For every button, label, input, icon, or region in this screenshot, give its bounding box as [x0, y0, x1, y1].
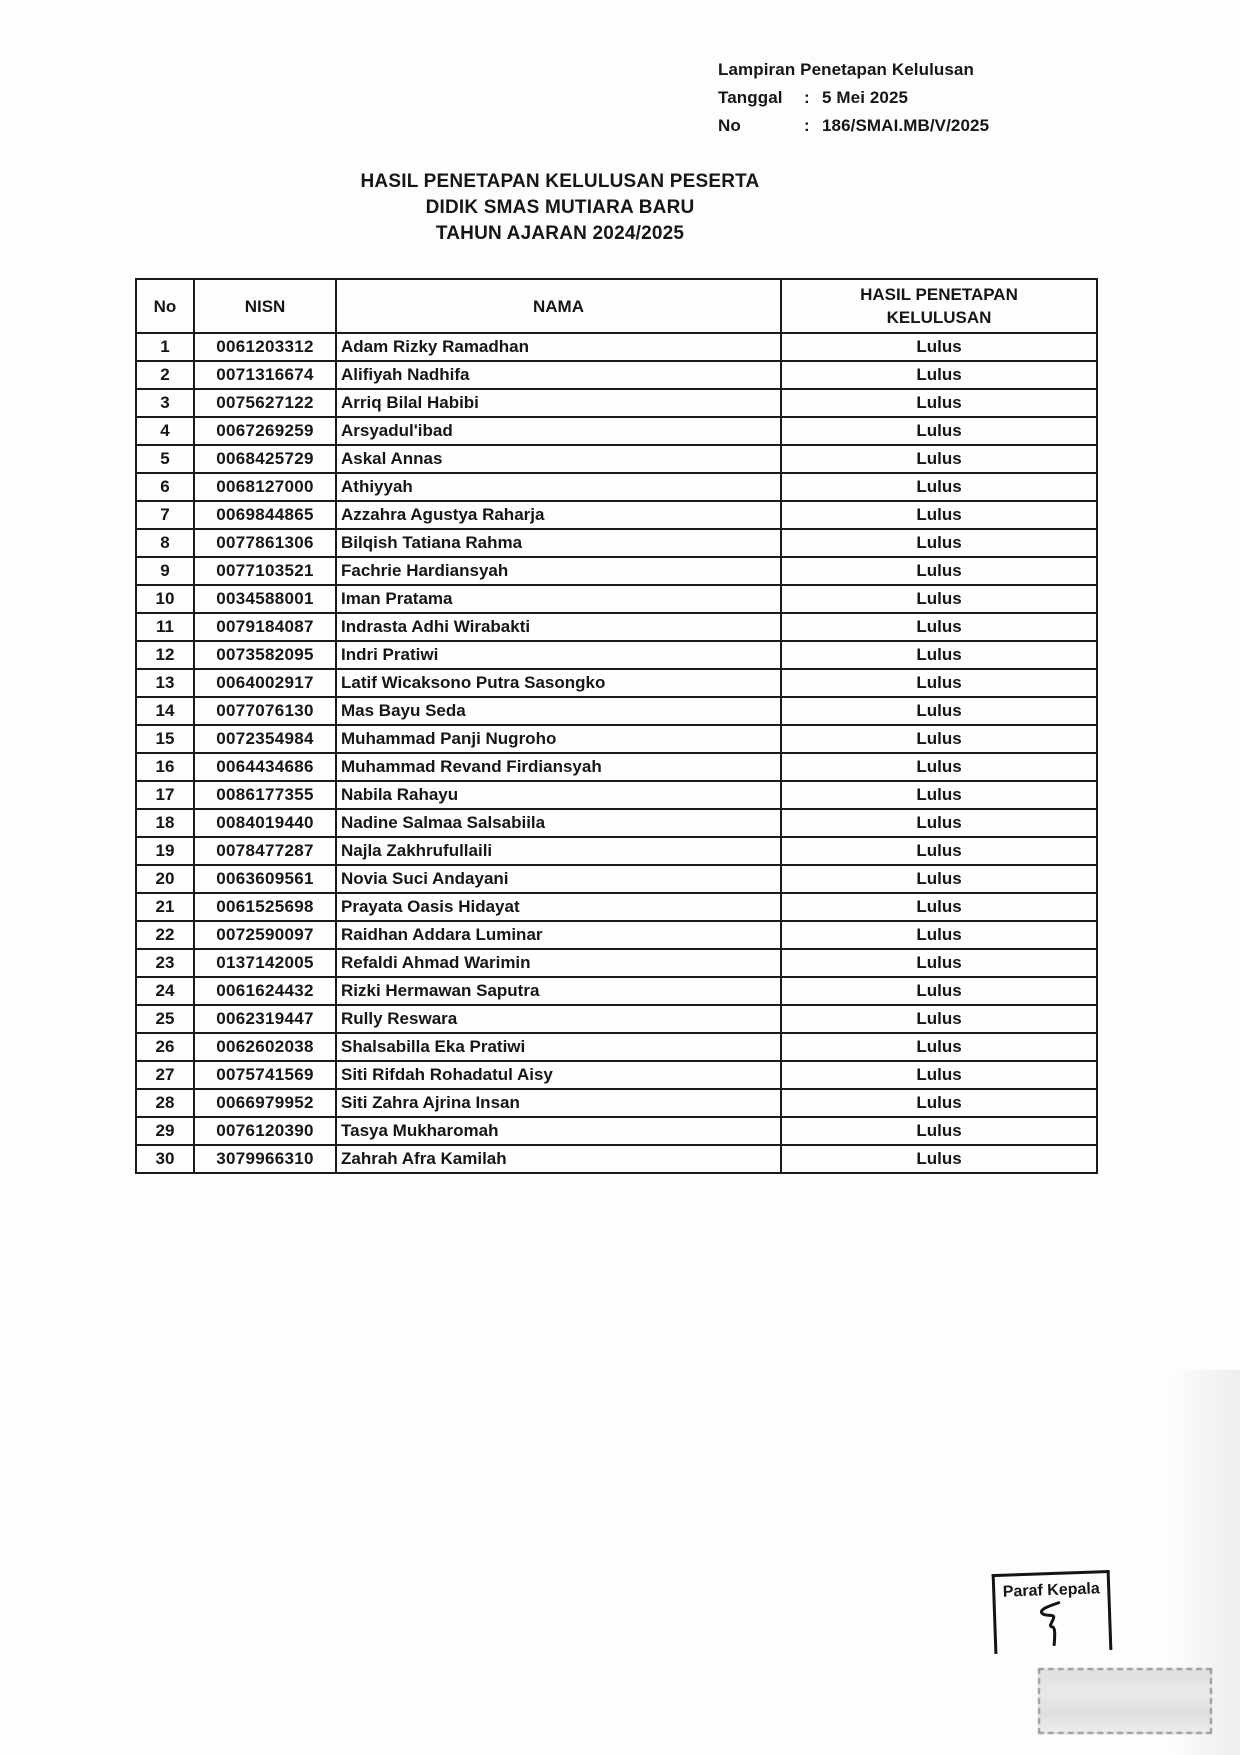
table-row [136, 613, 1097, 641]
cell-no: 7 [136, 501, 194, 529]
cell-no: 9 [136, 557, 194, 585]
cell-no: 12 [136, 641, 194, 669]
cell-nisn: 0061203312 [194, 333, 336, 361]
number-label: No [718, 116, 741, 135]
table-row [136, 389, 1097, 417]
cell-nisn: 0066979952 [194, 1089, 336, 1117]
cell-hasil: Lulus [781, 669, 1097, 697]
cell-nama: Muhammad Panji Nugroho [336, 725, 781, 753]
cell-nama: Latif Wicaksono Putra Sasongko [336, 669, 781, 697]
title-line-1: HASIL PENETAPAN KELULUSAN PESERTA [360, 171, 760, 192]
cell-no: 14 [136, 697, 194, 725]
header-nama: NAMA [336, 279, 781, 333]
cell-nisn: 0034588001 [194, 585, 336, 613]
cell-hasil: Lulus [781, 641, 1097, 669]
cell-nama: Novia Suci Andayani [336, 865, 781, 893]
cell-hasil: Lulus [781, 949, 1097, 977]
cell-nama: Siti Zahra Ajrina Insan [336, 1089, 781, 1117]
cell-no: 18 [136, 809, 194, 837]
cell-hasil: Lulus [781, 1117, 1097, 1145]
cell-nama: Arsyadul'ibad [336, 417, 781, 445]
table-row [136, 641, 1097, 669]
table-row [136, 809, 1097, 837]
cell-no: 4 [136, 417, 194, 445]
cell-hasil: Lulus [781, 893, 1097, 921]
cell-nisn: 0063609561 [194, 865, 336, 893]
cell-hasil: Lulus [781, 557, 1097, 585]
cell-hasil: Lulus [781, 473, 1097, 501]
cell-nama: Zahrah Afra Kamilah [336, 1145, 781, 1173]
redacted-stamp-area [1038, 1668, 1212, 1734]
cell-no: 6 [136, 473, 194, 501]
cell-no: 25 [136, 1005, 194, 1033]
table-row [136, 445, 1097, 473]
cell-nisn: 0073582095 [194, 641, 336, 669]
table-row [136, 417, 1097, 445]
title-line-3: TAHUN AJARAN 2024/2025 [435, 223, 685, 244]
cell-no: 16 [136, 753, 194, 781]
cell-hasil: Lulus [781, 1061, 1097, 1089]
cell-nisn: 0072590097 [194, 921, 336, 949]
cell-nisn: 0075627122 [194, 389, 336, 417]
table-row [136, 1117, 1097, 1145]
letter-meta-block [718, 56, 989, 140]
table-row [136, 753, 1097, 781]
cell-hasil: Lulus [781, 361, 1097, 389]
cell-nisn: 0137142005 [194, 949, 336, 977]
cell-no: 29 [136, 1117, 194, 1145]
cell-nama: Arriq Bilal Habibi [336, 389, 781, 417]
cell-no: 23 [136, 949, 194, 977]
table-row [136, 977, 1097, 1005]
cell-nisn: 0061525698 [194, 893, 336, 921]
cell-nisn: 0068425729 [194, 445, 336, 473]
cell-hasil: Lulus [781, 865, 1097, 893]
table-row [136, 585, 1097, 613]
kelulusan-table [135, 278, 1098, 1174]
number-line [718, 112, 989, 140]
tanggal-label: Tanggal [718, 88, 783, 107]
cell-hasil: Lulus [781, 417, 1097, 445]
cell-nama: Tasya Mukharomah [336, 1117, 781, 1145]
cell-nisn: 0064434686 [194, 753, 336, 781]
lampiran-line: Lampiran Penetapan Kelulusan [718, 60, 974, 79]
table-body [136, 333, 1097, 1173]
cell-no: 20 [136, 865, 194, 893]
table-row [136, 837, 1097, 865]
cell-nama: Mas Bayu Seda [336, 697, 781, 725]
cell-nama: Azzahra Agustya Raharja [336, 501, 781, 529]
cell-nisn: 0071316674 [194, 361, 336, 389]
cell-nisn: 0069844865 [194, 501, 336, 529]
table-row [136, 921, 1097, 949]
cell-nama: Muhammad Revand Firdiansyah [336, 753, 781, 781]
table-row [136, 1089, 1097, 1117]
paraf-kepala-box [992, 1570, 1113, 1654]
header-no: No [136, 279, 194, 333]
cell-nisn: 0072354984 [194, 725, 336, 753]
cell-hasil: Lulus [781, 809, 1097, 837]
cell-no: 1 [136, 333, 194, 361]
table-row [136, 949, 1097, 977]
cell-nisn: 0062319447 [194, 1005, 336, 1033]
title-line-2: DIDIK SMAS MUTIARA BARU [425, 197, 695, 218]
cell-nama: Prayata Oasis Hidayat [336, 893, 781, 921]
cell-nama: Nabila Rahayu [336, 781, 781, 809]
number-colon: : [804, 116, 810, 135]
cell-no: 22 [136, 921, 194, 949]
cell-nama: Iman Pratama [336, 585, 781, 613]
cell-no: 5 [136, 445, 194, 473]
cell-nisn: 0076120390 [194, 1117, 336, 1145]
cell-hasil: Lulus [781, 389, 1097, 417]
cell-hasil: Lulus [781, 697, 1097, 725]
tanggal-colon: : [804, 88, 810, 107]
cell-hasil: Lulus [781, 529, 1097, 557]
tanggal-value: 5 Mei 2025 [822, 88, 909, 107]
cell-hasil: Lulus [781, 1145, 1097, 1173]
cell-nisn: 0062602038 [194, 1033, 336, 1061]
cell-no: 21 [136, 893, 194, 921]
table-row [136, 1033, 1097, 1061]
cell-hasil: Lulus [781, 921, 1097, 949]
cell-hasil: Lulus [781, 781, 1097, 809]
cell-nama: Nadine Salmaa Salsabiila [336, 809, 781, 837]
header-nisn: NISN [194, 279, 336, 333]
signature-scribble-icon [1029, 1599, 1077, 1647]
cell-no: 24 [136, 977, 194, 1005]
cell-no: 8 [136, 529, 194, 557]
cell-hasil: Lulus [781, 445, 1097, 473]
cell-nama: Adam Rizky Ramadhan [336, 333, 781, 361]
table-row [136, 725, 1097, 753]
cell-nisn: 0061624432 [194, 977, 336, 1005]
table-row [136, 697, 1097, 725]
cell-hasil: Lulus [781, 725, 1097, 753]
cell-nisn: 0075741569 [194, 1061, 336, 1089]
cell-no: 2 [136, 361, 194, 389]
cell-nama: Rizki Hermawan Saputra [336, 977, 781, 1005]
cell-nisn: 0068127000 [194, 473, 336, 501]
table-row [136, 865, 1097, 893]
cell-hasil: Lulus [781, 585, 1097, 613]
cell-hasil: Lulus [781, 333, 1097, 361]
table-row [136, 781, 1097, 809]
cell-hasil: Lulus [781, 977, 1097, 1005]
cell-no: 28 [136, 1089, 194, 1117]
table-row [136, 1061, 1097, 1089]
cell-hasil: Lulus [781, 1005, 1097, 1033]
cell-no: 15 [136, 725, 194, 753]
cell-nisn: 3079966310 [194, 1145, 336, 1173]
cell-hasil: Lulus [781, 1089, 1097, 1117]
cell-nisn: 0079184087 [194, 613, 336, 641]
cell-nisn: 0077076130 [194, 697, 336, 725]
document-title [0, 169, 1120, 247]
cell-nama: Bilqish Tatiana Rahma [336, 529, 781, 557]
cell-nisn: 0077103521 [194, 557, 336, 585]
table-row [136, 893, 1097, 921]
table-row [136, 529, 1097, 557]
cell-hasil: Lulus [781, 1033, 1097, 1061]
cell-no: 11 [136, 613, 194, 641]
cell-nisn: 0078477287 [194, 837, 336, 865]
cell-nama: Athiyyah [336, 473, 781, 501]
cell-hasil: Lulus [781, 613, 1097, 641]
cell-nama: Askal Annas [336, 445, 781, 473]
cell-no: 13 [136, 669, 194, 697]
cell-hasil: Lulus [781, 753, 1097, 781]
cell-nama: Alifiyah Nadhifa [336, 361, 781, 389]
cell-no: 3 [136, 389, 194, 417]
cell-nama: Refaldi Ahmad Warimin [336, 949, 781, 977]
table-header [136, 279, 1097, 333]
cell-no: 17 [136, 781, 194, 809]
cell-nama: Najla Zakhrufullaili [336, 837, 781, 865]
header-hasil: HASIL PENETAPAN KELULUSAN [781, 279, 1097, 333]
table-row [136, 557, 1097, 585]
table-row [136, 501, 1097, 529]
cell-nisn: 0084019440 [194, 809, 336, 837]
cell-nama: Indrasta Adhi Wirabakti [336, 613, 781, 641]
cell-nama: Indri Pratiwi [336, 641, 781, 669]
cell-no: 10 [136, 585, 194, 613]
paraf-kepala-label: Paraf Kepala [1002, 1580, 1100, 1601]
cell-hasil: Lulus [781, 837, 1097, 865]
cell-nama: Rully Reswara [336, 1005, 781, 1033]
cell-nama: Raidhan Addara Luminar [336, 921, 781, 949]
cell-nisn: 0067269259 [194, 417, 336, 445]
cell-no: 27 [136, 1061, 194, 1089]
number-value: 186/SMAI.MB/V/2025 [822, 116, 990, 135]
cell-no: 26 [136, 1033, 194, 1061]
cell-no: 30 [136, 1145, 194, 1173]
cell-nama: Fachrie Hardiansyah [336, 557, 781, 585]
cell-hasil: Lulus [781, 501, 1097, 529]
cell-nisn: 0064002917 [194, 669, 336, 697]
table-row [136, 333, 1097, 361]
cell-nama: Shalsabilla Eka Pratiwi [336, 1033, 781, 1061]
table-row [136, 473, 1097, 501]
cell-nama: Siti Rifdah Rohadatul Aisy [336, 1061, 781, 1089]
cell-no: 19 [136, 837, 194, 865]
table-row [136, 669, 1097, 697]
table-row [136, 361, 1097, 389]
table-row [136, 1145, 1097, 1173]
cell-nisn: 0077861306 [194, 529, 336, 557]
table-row [136, 1005, 1097, 1033]
cell-nisn: 0086177355 [194, 781, 336, 809]
tanggal-line [718, 84, 989, 112]
